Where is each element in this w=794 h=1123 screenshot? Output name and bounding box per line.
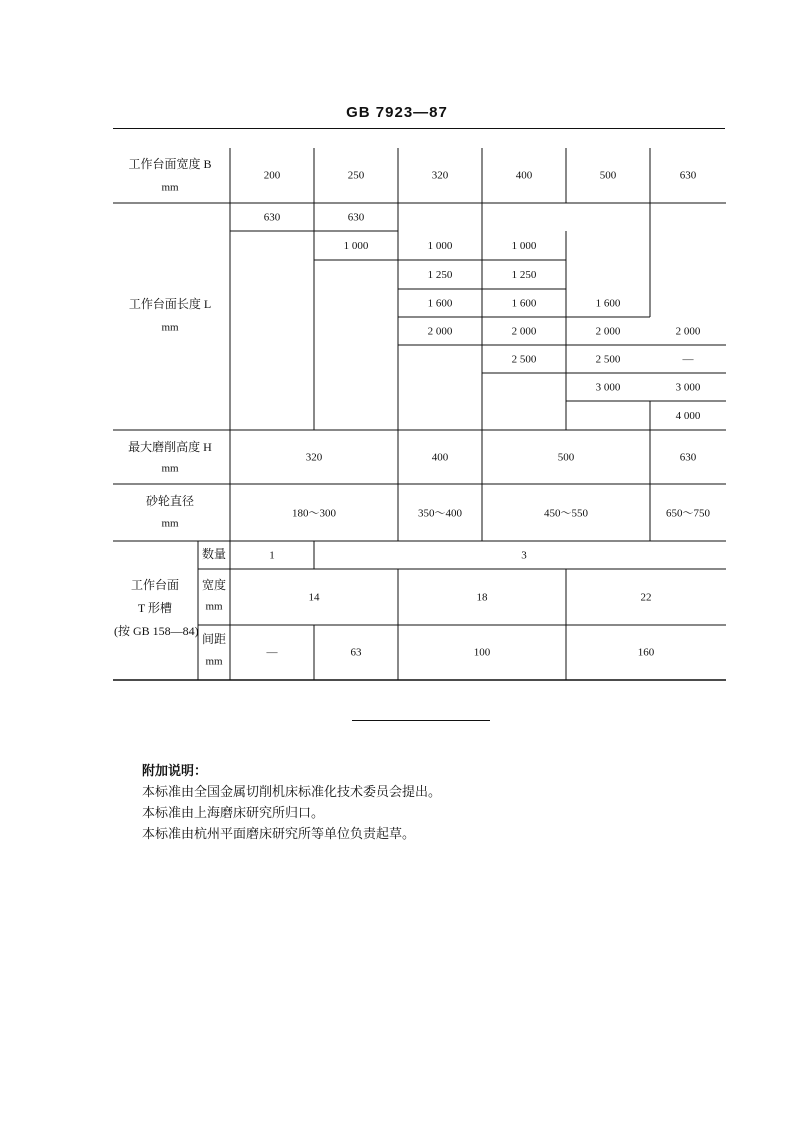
unit-label: mm — [161, 517, 179, 530]
symbol: T — [137, 600, 146, 615]
wheel-value: 180～300 — [292, 507, 336, 520]
length-value: 1 000 — [343, 240, 369, 253]
length-value: 1 600 — [427, 297, 453, 310]
wheel-value: 350～400 — [418, 507, 462, 520]
standard-number: GB 7923—87 — [346, 104, 448, 121]
length-value: 2 000 — [595, 325, 621, 338]
length-value: 1 000 — [427, 240, 453, 253]
width-value: 250 — [347, 169, 365, 182]
end-rule — [352, 720, 490, 721]
tslot-count-label: 数量 — [201, 546, 227, 561]
width-value: 630 — [679, 169, 697, 182]
row-label-length: 工作台面长度 L — [128, 296, 212, 311]
height-value: 320 — [305, 451, 323, 464]
unit-label: mm — [161, 462, 179, 475]
notes-line: 本标准由杭州平面磨床研究所等单位负责起草。 — [142, 826, 416, 841]
unit-label: mm — [161, 321, 179, 334]
tslot-count-value: 3 — [521, 549, 527, 562]
tslot-spacing-value: 100 — [473, 646, 491, 659]
row-label-tslot: 工作台面 — [130, 577, 180, 592]
width-value: 320 — [431, 169, 449, 182]
length-value: 1 250 — [427, 269, 453, 282]
length-value: 1 000 — [511, 240, 537, 253]
length-value: 2 000 — [675, 325, 701, 338]
length-value: 2 000 — [427, 325, 453, 338]
length-value: 2 500 — [595, 353, 621, 366]
width-value: 500 — [599, 169, 617, 182]
symbol: H — [200, 439, 212, 454]
tslot-width-label: 宽度 — [201, 577, 227, 592]
row-label-width: 工作台面宽度 B — [128, 156, 212, 171]
height-value: 400 — [431, 451, 449, 464]
width-value: 200 — [263, 169, 281, 182]
unit-label: mm — [205, 600, 223, 613]
tslot-spacing-value: — — [266, 646, 278, 659]
length-value: 1 600 — [595, 297, 621, 310]
width-value: 400 — [515, 169, 533, 182]
row-label-height: 最大磨削高度 H — [128, 439, 212, 454]
notes-line: 本标准由全国金属切削机床标准化技术委员会提出。 — [142, 784, 442, 799]
height-value: 630 — [679, 451, 697, 464]
length-value: — — [682, 353, 694, 366]
tslot-count-value: 1 — [269, 549, 275, 562]
length-value: 3 000 — [675, 381, 701, 394]
unit-label: mm — [161, 181, 179, 194]
additional-notes — [142, 760, 441, 844]
symbol: L — [200, 296, 212, 311]
tslot-width-value: 18 — [476, 591, 488, 604]
tslot-spacing-value: 63 — [350, 646, 362, 659]
tslot-spacing-label: 间距 — [201, 631, 227, 646]
wheel-value: 450～550 — [544, 507, 588, 520]
unit-label: mm — [205, 655, 223, 668]
length-value: 630 — [263, 211, 281, 224]
length-value: 4 000 — [675, 410, 701, 423]
row-label-tslot: T 形槽 — [137, 600, 173, 615]
symbol: B — [200, 156, 212, 171]
length-value: 1 250 — [511, 269, 537, 282]
tslot-spacing-value: 160 — [637, 646, 655, 659]
length-value: 2 000 — [511, 325, 537, 338]
row-label-wheel: 砂轮直径 — [145, 493, 195, 508]
height-value: 500 — [557, 451, 575, 464]
tslot-width-value: 22 — [640, 591, 652, 604]
length-value: 2 500 — [511, 353, 537, 366]
notes-line: 本标准由上海磨床研究所归口。 — [142, 805, 325, 820]
wheel-value: 650～750 — [666, 507, 710, 520]
length-value: 3 000 — [595, 381, 621, 394]
notes-title: 附加说明： — [142, 763, 208, 778]
table-cells — [114, 156, 710, 668]
tslot-width-value: 14 — [308, 591, 320, 604]
length-value: 630 — [347, 211, 365, 224]
tslot-standard-ref: (按 GB 158—84) — [114, 623, 199, 638]
length-value: 1 600 — [511, 297, 537, 310]
